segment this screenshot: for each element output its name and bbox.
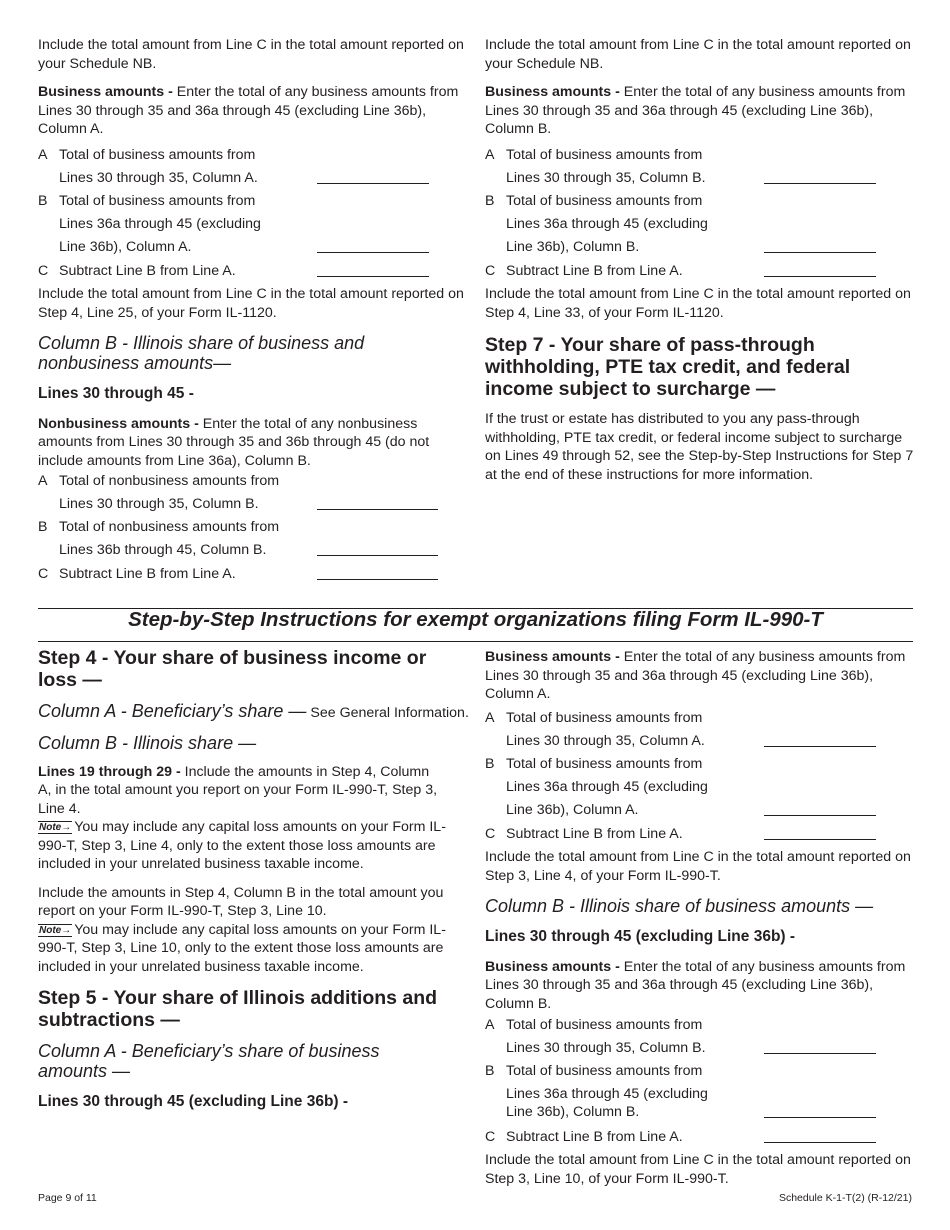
business-amounts-paragraph <box>485 83 915 139</box>
include-1120-text: Include the total amount from Line C in the total amount reported on Step 4, Line 33, of your Form IL-1120. <box>485 286 911 321</box>
line-letter: B <box>38 193 48 209</box>
line-a-entry-field[interactable] <box>764 746 876 747</box>
column-b-heading: Column B - Illinois share of business amounts — <box>485 896 874 916</box>
line-letter: A <box>485 1017 495 1033</box>
line-a-text-1: Total of business amounts from <box>506 147 703 163</box>
line-letter: A <box>38 473 48 489</box>
business-amounts-paragraph <box>485 648 915 704</box>
left-top-continued <box>38 285 470 470</box>
include-990-line10-text: Include the total amount from Line C in the total amount reported on Step 3, Line 10, of your Form IL-990-T. <box>485 1152 911 1187</box>
line-c-text: Subtract Line B from Line A. <box>506 263 683 279</box>
line-b2-text-2: Lines 36a through 45 (excluding <box>506 1086 708 1102</box>
line-b-text-1: Total of business amounts from <box>506 193 703 209</box>
right-bottom-final <box>485 1151 915 1188</box>
business-amounts-text: Enter the total of any business amounts from Lines 30 through 35 and 36a through 45 (excluding Line 36b), Column B. <box>485 958 906 1012</box>
line-b-text-2: Lines 36a through 45 (excluding <box>506 779 708 795</box>
line-a-entry-field[interactable] <box>764 183 876 184</box>
include-990-text: Include the total amount from Line C in the total amount reported on Step 3, Line 4, of your Form IL-990-T. <box>485 849 911 884</box>
line-c-entry-field[interactable] <box>764 276 876 277</box>
business-amounts-paragraph <box>38 83 470 139</box>
include-nb-text: Include the total amount from Line C in the total amount reported on your Schedule NB. <box>485 37 911 72</box>
section-banner: Step-by-Step Instructions for exempt organizations filing Form IL-990-T <box>128 608 823 631</box>
line-b-text-1: Total of business amounts from <box>506 756 703 772</box>
business-amounts-text: Enter the total of any business amounts from Lines 30 through 35 and 36a through 45 (excluding Line 36b), Column A. <box>485 649 906 702</box>
line-letter: A <box>485 710 495 726</box>
line-a2-text-1: Total of business amounts from <box>506 1017 703 1033</box>
right-bottom-column <box>485 648 915 704</box>
note-label: Note <box>39 924 62 936</box>
line-a-text-2: Lines 30 through 35, Column A. <box>506 733 705 749</box>
lines-19-29-label: Lines 19 through 29 - <box>38 763 181 780</box>
note-1-paragraph <box>38 818 470 874</box>
column-a-paragraph <box>38 701 470 723</box>
lines-19-29-text: Include the amounts in Step 4, Column A, in the total amount you report on your Form IL-990-T, Step 3, Line 4. <box>38 763 438 817</box>
line-b-text-3: Line 36b), Column A. <box>59 239 192 255</box>
nonbusiness-paragraph <box>38 415 470 471</box>
lines-19-29-paragraph <box>38 763 438 819</box>
right-top-column <box>485 36 915 139</box>
column-b-heading: Column B - Illinois share of business and nonbusiness amounts— <box>38 333 365 373</box>
lines-30-45-heading: Lines 30 through 45 - <box>38 385 194 402</box>
include-column-b-text: Include the amounts in Step 4, Column B in the total amount you report on your Form IL-990-T, Step 3, Line 10. <box>38 884 444 919</box>
step-5-heading: Step 5 - Your share of Illinois additions and subtractions — <box>38 987 438 1031</box>
line-c2-entry-field[interactable] <box>764 1142 876 1143</box>
line-c-entry-field[interactable] <box>317 276 429 277</box>
left-top-column <box>38 36 470 139</box>
line-a-entry-field[interactable] <box>317 183 429 184</box>
line-letter: A <box>485 147 495 163</box>
line-b-text-3: Line 36b), Column A. <box>506 802 639 818</box>
business-amounts-label: Business amounts - <box>38 84 173 100</box>
line-letter: B <box>485 193 495 209</box>
right-bottom-continued <box>485 848 915 1013</box>
nonbus-line-a-text-1: Total of nonbusiness amounts from <box>59 473 280 489</box>
line-a-text-2: Lines 30 through 35, Column B. <box>506 170 706 186</box>
line-c2-text: Subtract Line B from Line A. <box>506 1129 683 1145</box>
column-a-italic: Column A - Beneficiary’s share — <box>38 701 307 721</box>
business-amounts-text: Enter the total of any business amounts from Lines 30 through 35 and 36a through 45 (excluding Line 36b), Column A. <box>38 84 459 137</box>
lines-30-45-heading: Lines 30 through 45 (excluding Line 36b) - <box>485 928 796 945</box>
line-b2-entry-field[interactable] <box>764 1117 876 1118</box>
note-1-text: You may include any capital loss amounts on your Form IL-990-T, Step 3, Line 4, only to the extent those loss amounts are included in your unrelated business taxable income. <box>38 819 446 872</box>
note-2-text: You may include any capital loss amounts on your Form IL-990-T, Step 3, Line 10, only to the extent those loss amounts are included in your unrelated business taxable income. <box>38 921 446 975</box>
business-amounts-label: Business amounts - <box>485 958 620 975</box>
line-b-text-1: Total of business amounts from <box>59 193 256 209</box>
nonbusiness-text: Enter the total of any nonbusiness amounts from Lines 30 through 35 and 36b through 45 (do not include amounts from Line 36a), Column B. <box>38 415 430 469</box>
nonbus-line-a-text-2: Lines 30 through 35, Column B. <box>59 496 259 512</box>
line-letter: B <box>485 756 495 772</box>
line-b2-text-3: Line 36b), Column B. <box>506 1104 640 1120</box>
line-a-text-1: Total of business amounts from <box>506 710 703 726</box>
line-b-entry-field[interactable] <box>764 815 876 816</box>
nonbus-line-c-text: Subtract Line B from Line A. <box>59 566 236 582</box>
line-letter: B <box>38 519 48 535</box>
line-c-entry-field[interactable] <box>764 839 876 840</box>
note-icon: Note→ <box>39 822 72 833</box>
step-7-heading: Step 7 - Your share of pass-through withholding, PTE tax credit, and federal income subject to surcharge — <box>485 334 851 400</box>
line-b-entry-field[interactable] <box>317 252 429 253</box>
business-amounts-2-paragraph <box>485 958 915 1014</box>
line-letter: A <box>38 147 48 163</box>
right-top-continued <box>485 285 915 484</box>
line-letter: C <box>485 826 496 842</box>
nonbus-line-b-text-2: Lines 36b through 45, Column B. <box>59 542 267 558</box>
line-a-text-1: Total of business amounts from <box>59 147 256 163</box>
line-b-text-2: Lines 36a through 45 (excluding <box>506 216 708 232</box>
note-icon: Note→ <box>39 924 72 936</box>
line-c-text: Subtract Line B from Line A. <box>506 826 683 842</box>
note-2-paragraph <box>38 921 470 977</box>
line-letter: C <box>38 566 49 582</box>
left-bottom-column <box>38 648 470 1112</box>
column-a-business-heading: Column A - Beneficiary’s share of business amounts — <box>38 1041 380 1081</box>
business-amounts-label: Business amounts - <box>485 649 620 665</box>
line-b-entry-field[interactable] <box>764 252 876 253</box>
line-c-text: Subtract Line B from Line A. <box>59 263 236 279</box>
nonbus-line-b-entry-field[interactable] <box>317 555 438 556</box>
step-4-heading: Step 4 - Your share of business income or loss — <box>38 647 427 691</box>
form-identifier: Schedule K-1-T(2) (R-12/21) <box>778 1192 912 1204</box>
page-number: Page 9 of 11 <box>38 1192 97 1204</box>
nonbusiness-label: Nonbusiness amounts - <box>38 415 199 432</box>
line-b2-text-1: Total of business amounts from <box>506 1063 703 1079</box>
business-amounts-label: Business amounts - <box>485 84 620 100</box>
line-a2-entry-field[interactable] <box>764 1053 876 1054</box>
line-b-text-2: Lines 36a through 45 (excluding <box>59 216 261 232</box>
include-nb-text: Include the total amount from Line C in the total amount reported on your Schedule NB. <box>38 37 464 72</box>
line-letter: C <box>485 263 496 279</box>
banner-bottom-rule <box>38 641 913 642</box>
nonbus-line-b-text-1: Total of nonbusiness amounts from <box>59 519 280 535</box>
line-a-text-2: Lines 30 through 35, Column A. <box>59 170 258 186</box>
business-amounts-text: Enter the total of any business amounts from Lines 30 through 35 and 36a through 45 (excluding Line 36b), Column B. <box>485 84 906 137</box>
nonbus-line-a-entry-field[interactable] <box>317 509 438 510</box>
line-a2-text-2: Lines 30 through 35, Column B. <box>506 1040 706 1056</box>
line-b-text-3: Line 36b), Column B. <box>506 239 640 255</box>
include-1120-text: Include the total amount from Line C in the total amount reported on Step 4, Line 25, of your Form IL-1120. <box>38 286 464 321</box>
lines-30-45-heading: Lines 30 through 45 (excluding Line 36b) - <box>38 1093 349 1110</box>
note-label: Note <box>39 822 62 833</box>
column-a-text: See General Information. <box>306 705 469 721</box>
line-letter: C <box>38 263 49 279</box>
line-letter: B <box>485 1063 495 1079</box>
step-7-text: If the trust or estate has distributed to you any pass-through withholding, PTE tax credit, or federal income subject to surcharge on Lines 49 through 52, see the Step-by-Step Instructions for Step 7 at the end of these instructions for more information. <box>485 411 914 483</box>
line-letter: C <box>485 1129 496 1145</box>
column-b-italic: Column B - Illinois share — <box>38 732 257 753</box>
nonbus-line-c-entry-field[interactable] <box>317 579 438 580</box>
